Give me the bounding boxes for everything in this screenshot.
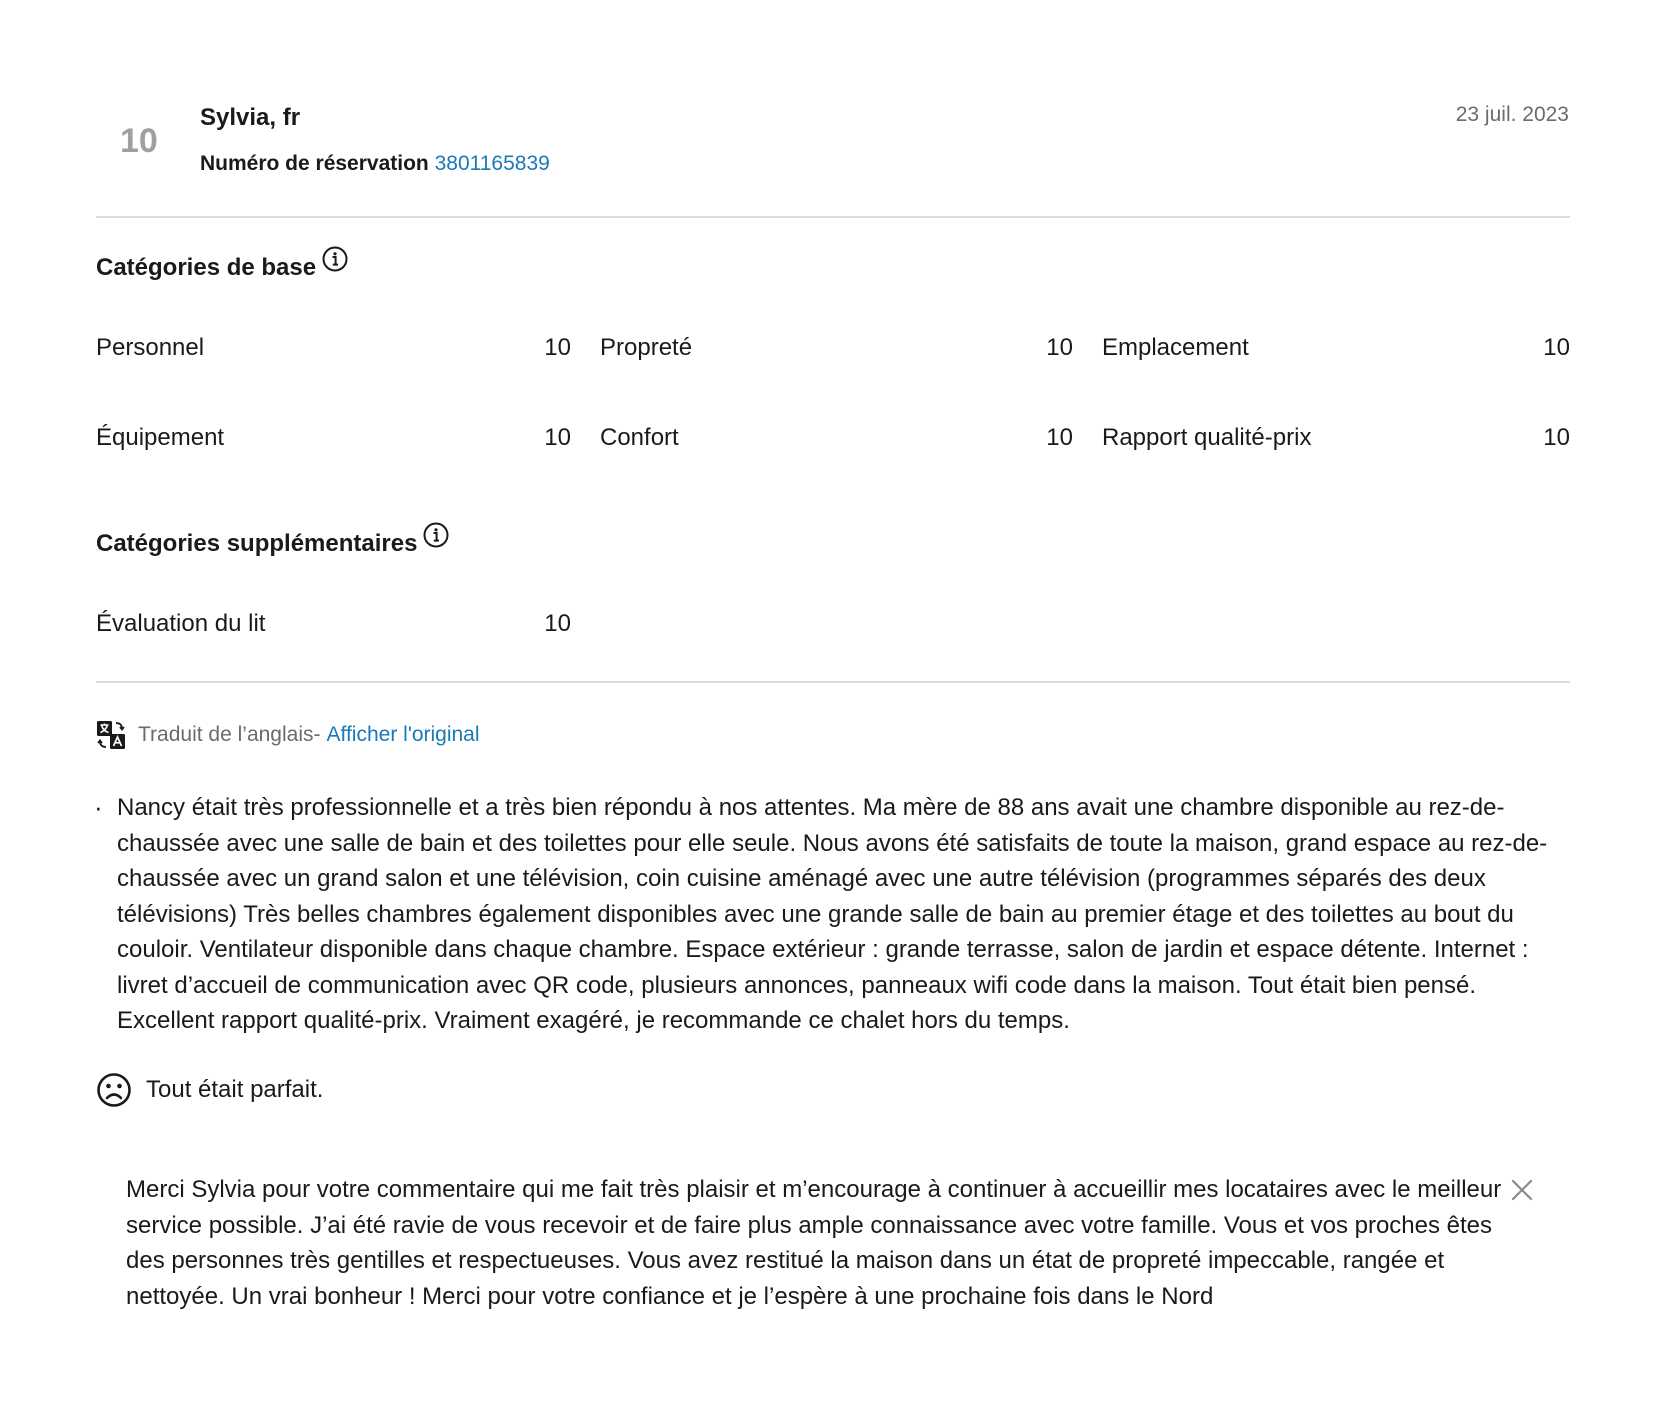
- category-label-rapport-qualite-prix: Rapport qualité-prix: [1102, 424, 1312, 451]
- reviewer-name: Sylvia, fr: [200, 104, 301, 131]
- review-negative-text: Tout était parfait.: [146, 1076, 324, 1103]
- category-label-proprete: Propreté: [600, 334, 693, 361]
- info-icon[interactable]: [423, 522, 449, 548]
- review-date: 23 juil. 2023: [1455, 103, 1569, 126]
- owner-reply-text: Merci Sylvia pour votre commentaire qui me fait très plaisir et m’encourage à continuer à accueillir mes locataires avec le meilleur service possible. J’ai été ravie de vous recevoir et de faire plus ample connaissance avec votre famille. Vous et vos proches êtes des personnes très gentilles et respectueuses. Vous avez restitué la maison dans un état de propreté impeccable, rangée et nettoyée. Un vrai bonheur ! Merci pour votre confiance et je l’espère à une prochaine fois dans le Nord: [126, 1176, 1502, 1310]
- category-label-emplacement: Emplacement: [1102, 334, 1249, 361]
- category-score-evaluation-du-lit: 10: [544, 610, 571, 637]
- booking-label: Numéro de réservation: [200, 152, 429, 175]
- base-categories-label: Catégories de base: [96, 254, 317, 281]
- translate-icon: [96, 720, 126, 750]
- category-label-evaluation-du-lit: Évaluation du lit: [96, 610, 266, 637]
- info-icon[interactable]: [322, 246, 348, 272]
- category-score-equipement: 10: [544, 424, 571, 451]
- divider: [96, 681, 1570, 683]
- review-positive-text: Nancy était très professionnelle et a très bien répondu à nos attentes. Ma mère de 88 ans avait une chambre disponible au rez-de-chaussée avec une salle de bain et des toilettes pour elle seule. Nous avons été satisfaits de toute la maison, grand espace au rez-de-chaussée avec un grand salon et une télévision, coin cuisine aménagé avec une autre télévision (programmes séparés des deux télévisions) Très belles chambres également disponibles avec une grande salle de bain au premier étage et des toilettes au bout du couloir. Ventilateur disponible dans chaque chambre. Espace extérieur : grande terrasse, salon de jardin et espace détente. Internet : livret d’accueil de communication avec QR code, plusieurs annonces, panneaux wifi code dans la maison. Tout était bien pensé. Excellent rapport qualité-prix. Vraiment exagéré, je recommande ce chalet hors du temps.: [117, 794, 1548, 1034]
- category-score-proprete: 10: [1046, 334, 1073, 361]
- extra-categories-title: [96, 530, 449, 558]
- translation-row: [96, 720, 480, 750]
- review-score: 10: [120, 122, 158, 160]
- extra-categories-label: Catégories supplémentaires: [96, 530, 418, 557]
- category-score-emplacement: 10: [1543, 334, 1570, 361]
- translation-text: Traduit de l’anglais: [138, 723, 314, 746]
- category-score-personnel: 10: [544, 334, 571, 361]
- category-label-equipement: Équipement: [96, 424, 225, 451]
- negative-row: [96, 1072, 323, 1108]
- positive-bullet: ·: [94, 792, 103, 822]
- divider: [96, 216, 1570, 218]
- close-icon[interactable]: [1508, 1176, 1536, 1204]
- category-score-confort: 10: [1046, 424, 1073, 451]
- booking-line: [200, 152, 550, 176]
- translation-separator: -: [313, 723, 321, 746]
- sad-face-icon: [96, 1072, 132, 1108]
- base-categories-title: [96, 254, 348, 282]
- booking-number-link[interactable]: 3801165839: [434, 152, 550, 175]
- category-label-personnel: Personnel: [96, 334, 205, 361]
- category-label-confort: Confort: [600, 424, 679, 451]
- category-score-rapport-qualite-prix: 10: [1543, 424, 1570, 451]
- show-original-link[interactable]: Afficher l'original: [326, 723, 480, 746]
